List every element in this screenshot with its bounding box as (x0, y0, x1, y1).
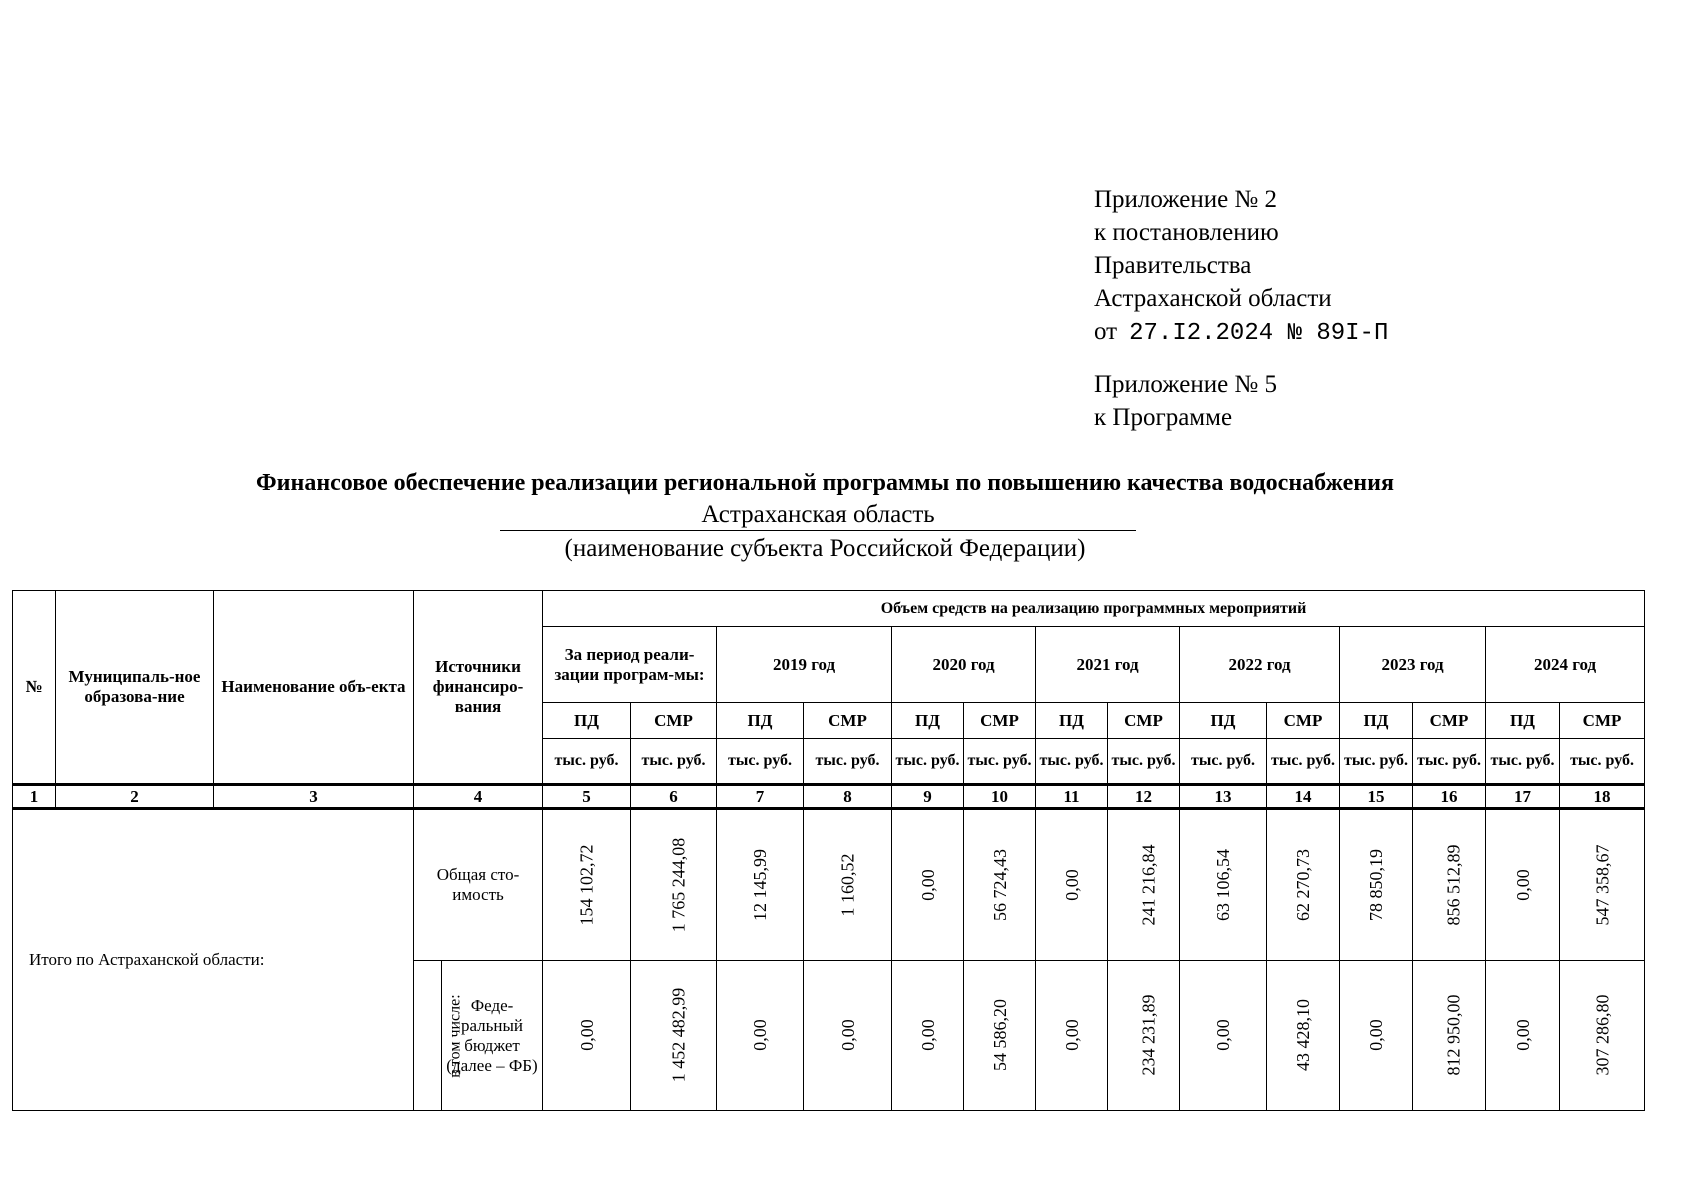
value-cell (964, 809, 1036, 961)
value-cell (631, 961, 717, 1111)
header-row (13, 591, 1645, 627)
value-text: 307 286,80 (1592, 994, 1613, 1076)
table-row-total (13, 809, 1645, 961)
value-text: 0,00 (576, 1019, 597, 1051)
header-municipality: Муниципаль-ное образова-ние (56, 591, 214, 785)
value-text: 63 106,54 (1213, 848, 1234, 921)
value-cell (543, 809, 631, 961)
annex-block-secondary (1094, 368, 1277, 434)
federal-budget-label: Феде-ральный бюджет (далее – ФБ) (442, 961, 543, 1111)
value-cell (1340, 809, 1413, 961)
header-pd: ПД (892, 703, 964, 739)
value-text: 56 724,43 (990, 848, 1011, 921)
including-label-cell (414, 961, 464, 1111)
column-number: 17 (1486, 785, 1560, 809)
value-text: 1 160,52 (837, 853, 858, 916)
unit-label: тыс. руб. (543, 739, 631, 785)
header-smr: СМР (1267, 703, 1340, 739)
value-text: 154 102,72 (576, 844, 597, 925)
value-cell (1413, 961, 1486, 1111)
value-text: 0,00 (1061, 1019, 1082, 1051)
value-text: 0,00 (1366, 1019, 1387, 1051)
summary-label: Итого по Астраханской области: (13, 809, 414, 1111)
header-year: 2019 год (717, 627, 892, 703)
value-text: 547 358,67 (1592, 844, 1613, 925)
column-number: 15 (1340, 785, 1413, 809)
unit-label: тыс. руб. (1180, 739, 1267, 785)
header-year: 2023 год (1340, 627, 1486, 703)
header-volume: Объем средств на реализацию программных мероприятий (543, 591, 1645, 627)
header-object: Наименование объ-екта (214, 591, 414, 785)
header-year: 2020 год (892, 627, 1036, 703)
header-smr: СМР (1560, 703, 1645, 739)
unit-label: тыс. руб. (631, 739, 717, 785)
value-text: 1 452 482,99 (668, 987, 689, 1083)
value-cell (1560, 809, 1645, 961)
column-number: 7 (717, 785, 804, 809)
value-cell (1560, 961, 1645, 1111)
column-number: 9 (892, 785, 964, 809)
column-number: 4 (414, 785, 543, 809)
value-cell (1267, 809, 1340, 961)
header-smr: СМР (1108, 703, 1180, 739)
document-title: Финансовое обеспечение реализации региональной программы по повышению качества водоснабжения (256, 470, 1394, 496)
total-cost-label: Общая сто-имость (414, 809, 543, 961)
value-text: 234 231,89 (1138, 994, 1159, 1076)
column-number: 18 (1560, 785, 1645, 809)
value-cell (717, 809, 804, 961)
column-number: 1 (13, 785, 56, 809)
value-cell (1486, 809, 1560, 961)
value-cell (1108, 809, 1180, 961)
value-text: 54 586,20 (990, 999, 1011, 1071)
header-smr: СМР (631, 703, 717, 739)
annex-line: Астраханской области (1094, 285, 1332, 312)
value-cell (804, 809, 892, 961)
header-pd: ПД (1036, 703, 1108, 739)
annex-line: к Программе (1094, 404, 1233, 431)
unit-label: тыс. руб. (1108, 739, 1180, 785)
date-number-stamp: 27.I2.2024 № 89I-П (1129, 320, 1389, 347)
header-smr: СМР (964, 703, 1036, 739)
value-cell (1108, 961, 1180, 1111)
column-number: 3 (214, 785, 414, 809)
unit-label: тыс. руб. (1340, 739, 1413, 785)
value-cell (1180, 809, 1267, 961)
value-text: 12 145,99 (750, 848, 771, 921)
value-cell (1486, 961, 1560, 1111)
unit-label: тыс. руб. (1036, 739, 1108, 785)
header-pd: ПД (543, 703, 631, 739)
unit-label: тыс. руб. (717, 739, 804, 785)
column-number: 14 (1267, 785, 1340, 809)
unit-label: тыс. руб. (1267, 739, 1340, 785)
value-text: 0,00 (1512, 868, 1533, 901)
value-text: 241 216,84 (1138, 844, 1159, 925)
unit-label: тыс. руб. (964, 739, 1036, 785)
column-number: 13 (1180, 785, 1267, 809)
value-cell (1413, 809, 1486, 961)
header-sources: Источники финансиро-вания (414, 591, 543, 785)
finance-table (12, 590, 1645, 1111)
annex-line: к постановлению (1094, 219, 1279, 246)
annex-date-line (1094, 315, 1388, 350)
column-number: 11 (1036, 785, 1108, 809)
value-cell (717, 961, 804, 1111)
column-number-row (13, 785, 1645, 809)
value-text: 856 512,89 (1443, 844, 1464, 925)
annex-title: Приложение № 2 (1094, 186, 1278, 213)
header-pd: ПД (1180, 703, 1267, 739)
value-text: 78 850,19 (1366, 848, 1387, 921)
value-cell (1267, 961, 1340, 1111)
value-cell (892, 961, 964, 1111)
value-cell (631, 809, 717, 961)
value-text: 0,00 (1213, 1019, 1234, 1051)
value-cell (1340, 961, 1413, 1111)
annex-line: Правительства (1094, 252, 1252, 279)
column-number: 6 (631, 785, 717, 809)
value-text: 0,00 (917, 1019, 938, 1051)
header-smr: СМР (1413, 703, 1486, 739)
value-text: 812 950,00 (1443, 994, 1464, 1076)
header-year: 2022 год (1180, 627, 1340, 703)
value-cell (1036, 809, 1108, 961)
value-text: 62 270,73 (1293, 848, 1314, 921)
header-pd: ПД (1340, 703, 1413, 739)
value-text: 1 765 244,08 (668, 837, 689, 932)
value-cell (1180, 961, 1267, 1111)
column-number: 8 (804, 785, 892, 809)
column-number: 2 (56, 785, 214, 809)
unit-label: тыс. руб. (1486, 739, 1560, 785)
header-year: 2024 год (1486, 627, 1645, 703)
annex-title: Приложение № 5 (1094, 371, 1278, 398)
header-smr: СМР (804, 703, 892, 739)
subject-name: Астраханская область (500, 500, 1136, 531)
header-year: 2021 год (1036, 627, 1180, 703)
value-text: 0,00 (917, 868, 938, 901)
value-text: 43 428,10 (1293, 999, 1314, 1071)
column-number: 10 (964, 785, 1036, 809)
value-text: 0,00 (750, 1019, 771, 1051)
value-cell (804, 961, 892, 1111)
subject-caption: (наименование субъекта Российской Федерации) (564, 535, 1086, 562)
value-text: 0,00 (1512, 1019, 1533, 1051)
value-cell (1036, 961, 1108, 1111)
header-period: За период реали-зации програм-мы: (543, 627, 717, 703)
header-pd: ПД (717, 703, 804, 739)
header-pd: ПД (1486, 703, 1560, 739)
including-label: в том числе: (446, 994, 464, 1078)
date-prefix: от (1094, 318, 1118, 345)
unit-label: тыс. руб. (804, 739, 892, 785)
value-cell (892, 809, 964, 961)
unit-label: тыс. руб. (1413, 739, 1486, 785)
value-cell (964, 961, 1036, 1111)
annex-block-primary (1094, 183, 1388, 350)
value-text: 0,00 (1061, 868, 1082, 901)
column-number: 12 (1108, 785, 1180, 809)
column-number: 16 (1413, 785, 1486, 809)
value-cell (543, 961, 631, 1111)
column-number: 5 (543, 785, 631, 809)
unit-label: тыс. руб. (1560, 739, 1645, 785)
unit-label: тыс. руб. (892, 739, 964, 785)
value-text: 0,00 (837, 1019, 858, 1051)
header-number: № (13, 591, 56, 785)
